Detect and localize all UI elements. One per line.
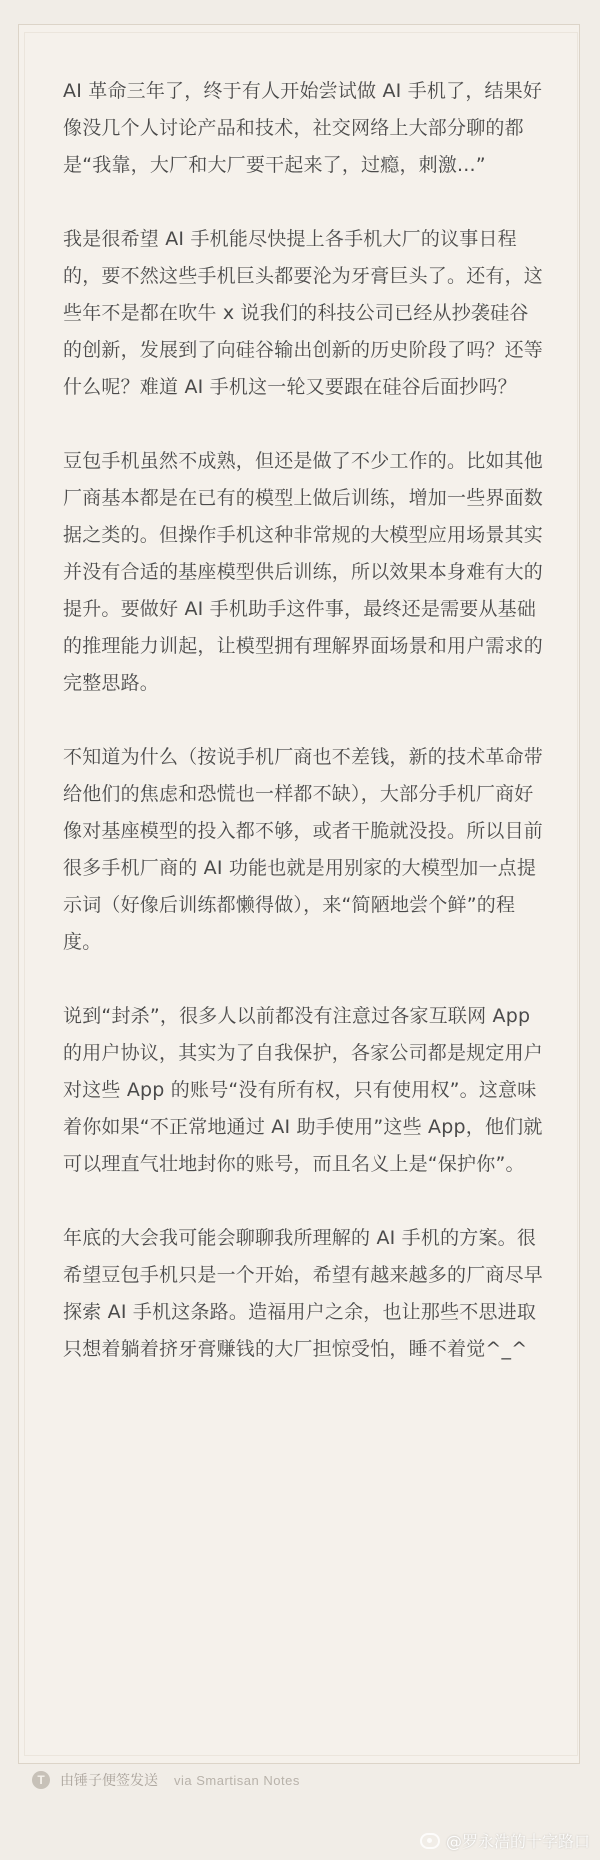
weibo-icon — [420, 1833, 440, 1849]
smartisan-icon: T — [32, 1771, 50, 1789]
note-footer — [32, 1770, 300, 1790]
paragraph-1: AI 革命三年了，终于有人开始尝试做 AI 手机了，结果好像没几个人讨论产品和技术，社交网络上大部分聊的都是“我靠，大厂和大厂要干起来了，过瘾，刺激...” — [63, 80, 543, 176]
note-body — [63, 73, 543, 1405]
paragraph-4: 不知道为什么（按说手机厂商也不差钱，新的技术革命带给他们的焦虑和恐慌也一样都不缺），大部分手机厂商好像对基座模型的投入都不够，或者干脆就没投。所以目前很多手机厂商的 AI 功能也就是用别家的大模型加一点提示词（好像后训练都懒得做），来“简陋地尝个鲜”的程度。 — [63, 746, 544, 953]
via-label: via Smartisan Notes — [174, 1772, 300, 1788]
paragraph-2: 我是很希望 AI 手机能尽快提上各手机大厂的议事日程的，要不然这些手机巨头都要沦为牙膏巨头了。还有，这些年不是都在吹牛 x 说我们的科技公司已经从抄袭硅谷的创新，发展到了向硅谷输出创新的历史阶段了吗？还等什么呢？难道 AI 手机这一轮又要跟在硅谷后面抄吗？ — [63, 228, 544, 398]
sent-from-label: 由锤子便签发送 — [60, 1773, 158, 1789]
paragraph-3: 豆包手机虽然不成熟，但还是做了不少工作的。比如其他厂商基本都是在已有的模型上做后训练，增加一些界面数据之类的。但操作手机这种非常规的大模型应用场景其实并没有合适的基座模型供后训练，所以效果本身难有大的提升。要做好 AI 手机助手这件事，最终还是需要从基础的推理能力训起，让模型拥有理解界面场景和用户需求的完整思路。 — [63, 450, 544, 694]
watermark-handle: @罗永浩的十字路口 — [445, 1832, 590, 1851]
paragraph-6: 年底的大会我可能会聊聊我所理解的 AI 手机的方案。很希望豆包手机只是一个开始，希望有越来越多的厂商尽早探索 AI 手机这条路。造福用户之余，也让那些不思进取只想着躺着挤牙膏赚钱的大厂担惊受怕，睡不着觉^_^ — [63, 1227, 544, 1360]
paragraph-5: 说到“封杀”，很多人以前都没有注意过各家互联网 App 的用户协议，其实为了自我保护，各家公司都是规定用户对这些 App 的账号“没有所有权，只有使用权”。这意味着你如果“不正常地通过 AI 助手使用”这些 App，他们就可以理直气壮地封你的账号，而且名义上是“保护你”。 — [63, 1005, 544, 1175]
weibo-watermark — [420, 1829, 590, 1852]
